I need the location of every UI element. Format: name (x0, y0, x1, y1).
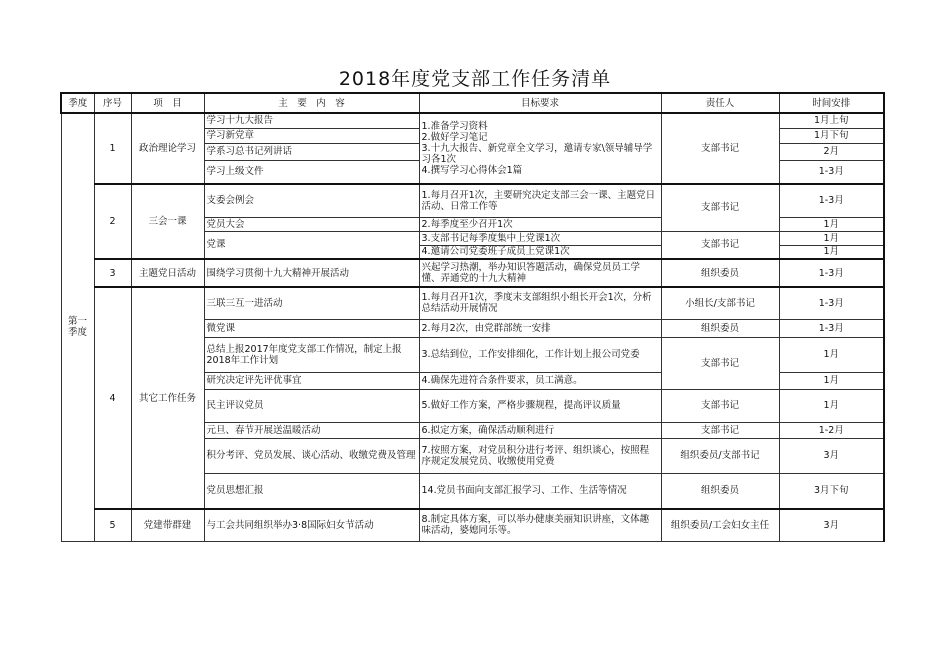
goal-cell: 8.制定具体方案，可以举办健康美丽知识讲座，文体趣味活动，婆媳同乐等。 (419, 509, 661, 541)
header-no: 序号 (94, 93, 131, 113)
group-project: 党建带群建 (131, 509, 204, 541)
owner-cell: 组织委员 (661, 473, 779, 509)
owner-cell: 支部书记 (661, 113, 779, 184)
content-cell: 三联三互一进活动 (204, 287, 419, 319)
time-cell: 2月 (779, 143, 884, 160)
content-cell: 党员大会 (204, 217, 419, 231)
time-cell: 3月 (779, 438, 884, 473)
header-goal: 目标要求 (419, 93, 661, 113)
content-cell: 研究决定评先评优事宜 (204, 372, 419, 389)
time-cell: 1月 (779, 245, 884, 259)
content-cell: 围绕学习贯彻十九大精神开展活动 (204, 259, 419, 287)
goal-cell: 3.总结到位，工作安排细化，工作计划上报公司党委 (419, 337, 661, 372)
table-row (61, 509, 884, 541)
quarter-cell: 第一季度 (61, 113, 94, 541)
content-cell: 总结上报2017年度党支部工作情况，制定上报2018年工作计划 (204, 337, 419, 372)
goal-cell: 2.每月2次，由党群部统一安排 (419, 319, 661, 337)
owner-cell: 支部书记 (661, 231, 779, 259)
group-project: 政治理论学习 (131, 113, 204, 184)
header-content: 主 要 内 容 (204, 93, 419, 113)
time-cell: 1月 (779, 231, 884, 245)
time-cell: 1-3月 (779, 287, 884, 319)
content-cell: 党员思想汇报 (204, 473, 419, 509)
owner-cell: 组织委员 (661, 259, 779, 287)
owner-cell: 组织委员/工会妇女主任 (661, 509, 779, 541)
owner-cell: 支部书记 (661, 389, 779, 422)
header-project: 项 目 (131, 93, 204, 113)
group-no: 1 (94, 113, 131, 184)
time-cell: 1月 (779, 389, 884, 422)
goal-line: 1.准备学习资料 (421, 121, 488, 132)
group-no: 3 (94, 259, 131, 287)
table-row (61, 287, 884, 319)
content-cell: 与工会共同组织举办3·8国际妇女节活动 (204, 509, 419, 541)
time-cell: 1-3月 (779, 184, 884, 217)
task-table (60, 92, 885, 542)
time-cell: 3月下旬 (779, 473, 884, 509)
owner-cell: 组织委员/支部书记 (661, 438, 779, 473)
goal-cell: 7.按照方案，对党员积分进行考评、组织谈心，按照程序规定发展党员、收缴使用党费 (419, 438, 661, 473)
content-cell: 支委会例会 (204, 184, 419, 217)
owner-cell: 支部书记 (661, 422, 779, 438)
owner-cell: 支部书记 (661, 184, 779, 231)
time-cell: 1月 (779, 217, 884, 231)
group-project: 主题党日活动 (131, 259, 204, 287)
time-cell: 1-2月 (779, 422, 884, 438)
table-row (61, 113, 884, 128)
time-cell: 1月 (779, 337, 884, 372)
goal-cell: 1.每月召开1次，主要研究决定支部三会一课、主题党日活动、日常工作等 (419, 184, 661, 217)
table-row (61, 259, 884, 287)
content-cell: 微党课 (204, 319, 419, 337)
goal-cell: 14.党员书面向支部汇报学习、工作、生活等情况 (419, 473, 661, 509)
table-row (61, 184, 884, 217)
goal-cell: 1.每月召开1次，季度末支部组织小组长开会1次，分析总结活动开展情况 (419, 287, 661, 319)
owner-cell: 支部书记 (661, 337, 779, 389)
time-cell: 1-3月 (779, 259, 884, 287)
goal-line: 2.做好学习笔记 (421, 132, 488, 143)
time-cell: 1-3月 (779, 319, 884, 337)
goal-cell: 3.支部书记每季度集中上党课1次 (419, 231, 661, 245)
time-cell: 1-3月 (779, 160, 884, 184)
header-row (61, 93, 884, 113)
goal-cell: 6.拟定方案，确保活动顺利进行 (419, 422, 661, 438)
group-project: 三会一课 (131, 184, 204, 259)
group-no: 5 (94, 509, 131, 541)
content-cell: 学习新党章 (204, 128, 419, 143)
goal-cell: 5.做好工作方案，严格步骤规程，提高评议质量 (419, 389, 661, 422)
page-title: 2018年度党支部工作任务清单 (338, 68, 612, 90)
goal-cell: 4.邀请公司党委班子成员上党课1次 (419, 245, 661, 259)
header-time: 时间安排 (779, 93, 884, 113)
time-cell: 1月 (779, 372, 884, 389)
goal-cell: 2.每季度至少召开1次 (419, 217, 661, 231)
goal-line: 3.十九大报告、新党章全文学习，邀请专家\领导辅导学习各1次 (421, 143, 653, 165)
time-cell: 1月上旬 (779, 113, 884, 128)
content-cell: 学系习总书记列讲话 (204, 143, 419, 160)
time-cell: 3月 (779, 509, 884, 541)
header-owner: 责任人 (661, 93, 779, 113)
content-cell: 学习上级文件 (204, 160, 419, 184)
goal-cell (419, 113, 661, 184)
content-cell: 党课 (204, 231, 419, 259)
goal-cell: 4.确保先进符合条件要求，员工满意。 (419, 372, 661, 389)
group-no: 4 (94, 287, 131, 509)
goal-line: 4.撰写学习心得体会1篇 (421, 165, 523, 176)
content-cell: 学习十九大报告 (204, 113, 419, 128)
content-cell: 民主评议党员 (204, 389, 419, 422)
owner-cell: 组织委员 (661, 319, 779, 337)
time-cell: 1月下旬 (779, 128, 884, 143)
content-cell: 元旦、春节开展送温暖活动 (204, 422, 419, 438)
goal-cell: 兴起学习热潮，举办知识答题活动，确保党员员工学懂、弄通党的十九大精神 (419, 259, 661, 287)
header-quarter: 季度 (61, 93, 94, 113)
group-project: 其它工作任务 (131, 287, 204, 509)
content-cell: 积分考评、党员发展、谈心活动、收缴党费及管理 (204, 438, 419, 473)
owner-cell: 小组长/支部书记 (661, 287, 779, 319)
group-no: 2 (94, 184, 131, 259)
